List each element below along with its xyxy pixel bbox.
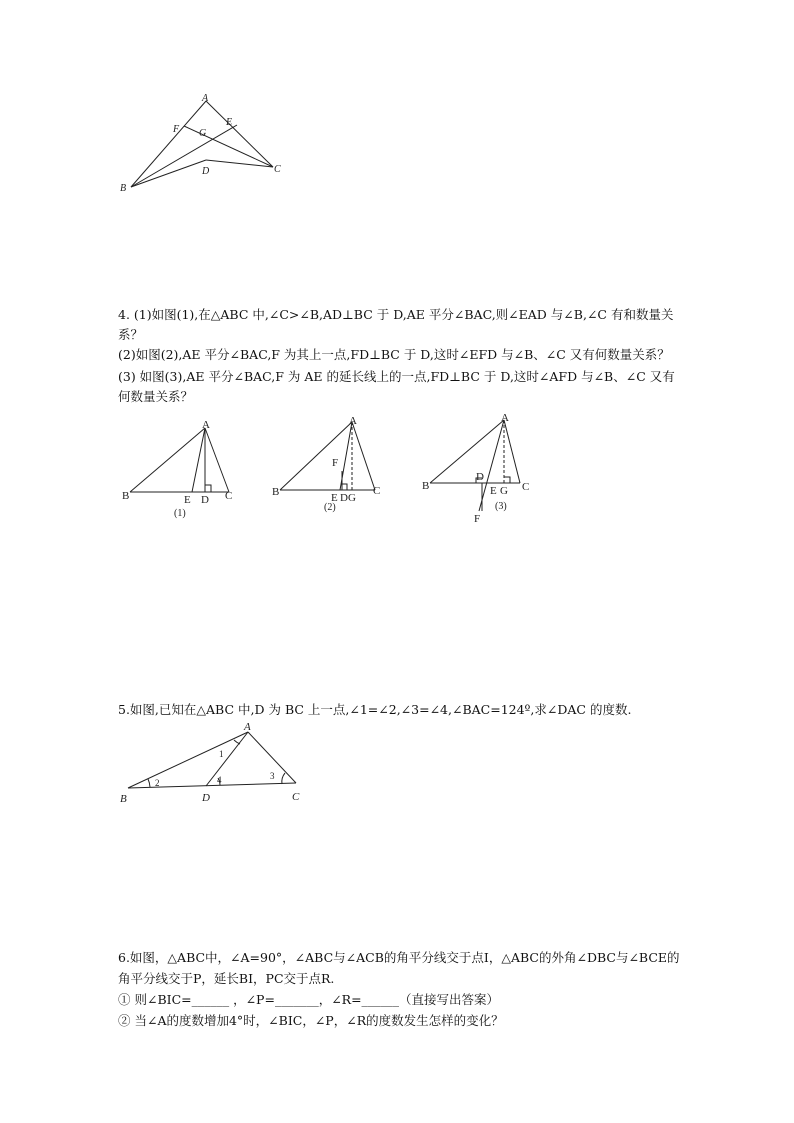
fig2-label-E: E xyxy=(331,492,338,504)
question-5-line-1: 5.如图,已知在△ABC 中,D 为 BC 上一点,∠1=∠2,∠3=∠4,∠BAC=124º,求∠DAC 的度数. xyxy=(118,702,632,717)
question-6-line-4: ② 当∠A的度数增加4°时，∠BIC，∠P，∠R的度数发生怎样的变化？ xyxy=(118,1013,504,1028)
label-D: D xyxy=(202,166,210,177)
fig2-label-D: D xyxy=(340,492,348,504)
fig3-label-F: F xyxy=(474,513,481,525)
fig1-label-D: D xyxy=(201,494,209,506)
label-B: B xyxy=(120,183,127,194)
q5-angle-4: 4 xyxy=(217,775,222,785)
fig2-label-F: F xyxy=(332,457,339,469)
fig2-label-B: B xyxy=(272,486,280,498)
question-4-line-5: 何数量关系？ xyxy=(118,389,194,404)
q5-label-A: A xyxy=(244,721,251,733)
question-4-line-3: (2)如图(2),AE 平分∠BAC,F 为其上一点,FD⊥BC 于 D,这时∠EFD 与∠B、∠C 又有何数量关系？ xyxy=(118,347,670,362)
question-4-line-2: 系？ xyxy=(118,327,144,342)
q5-label-C: C xyxy=(292,791,300,803)
q5-angle-2: 2 xyxy=(155,778,160,788)
figure-q5 xyxy=(110,720,310,810)
fig3-label-A: A xyxy=(501,412,509,424)
fig2-label-G: G xyxy=(348,492,356,504)
label-A: A xyxy=(202,93,209,104)
question-6-line-2: 角平分线交于P，延长BI，PC交于点R. xyxy=(118,971,335,986)
fig2-caption: (2) xyxy=(324,502,336,513)
fig3-label-G: G xyxy=(500,485,508,497)
question-4-line-1: 4. (1)如图(1),在△ABC 中,∠C>∠B,AD⊥BC 于 D,AE 平分∠BAC,则∠EAD 与∠B,∠C 有和数量关 xyxy=(118,307,674,322)
fig1-caption: (1) xyxy=(174,508,186,519)
label-F: F xyxy=(173,124,180,135)
fig3-label-C: C xyxy=(522,481,530,493)
question-4-line-4: (3) 如图(3),AE 平分∠BAC,F 为 AE 的延长线上的一点,FD⊥BC 于 D,这时∠AFD 与∠B、∠C 又有 xyxy=(118,369,675,384)
fig3-label-B: B xyxy=(422,480,430,492)
question-6-line-3: ① 则∠BIC=______ ，∠P=_______，∠R=______（直接写出答案） xyxy=(118,992,500,1007)
fig2-label-A: A xyxy=(349,415,357,427)
figure-q4-2 xyxy=(268,412,398,522)
fig3-label-E: E xyxy=(490,485,497,497)
label-C: C xyxy=(274,164,281,175)
fig2-label-C: C xyxy=(373,485,381,497)
label-G: G xyxy=(199,128,207,139)
fig1-label-B: B xyxy=(122,490,130,502)
q5-angle-3: 3 xyxy=(270,771,275,781)
fig1-label-C: C xyxy=(225,490,233,502)
q5-label-B: B xyxy=(120,793,127,805)
fig3-caption: (3) xyxy=(495,501,507,512)
fig1-label-A: A xyxy=(202,419,210,431)
question-6-line-1: 6.如图，△ABC中，∠A=90°，∠ABC与∠ACB的角平分线交于点I，△ABC的外角∠DBC与∠BCE的 xyxy=(118,950,680,965)
figure-q4-1 xyxy=(118,415,248,525)
label-E: E xyxy=(226,117,233,128)
q5-label-D: D xyxy=(202,792,210,804)
q5-angle-1: 1 xyxy=(219,749,224,759)
figure-quadrilateral xyxy=(110,90,310,200)
fig1-label-E: E xyxy=(184,494,191,506)
figure-q4-3 xyxy=(418,408,548,528)
fig3-label-D: D xyxy=(476,471,484,483)
